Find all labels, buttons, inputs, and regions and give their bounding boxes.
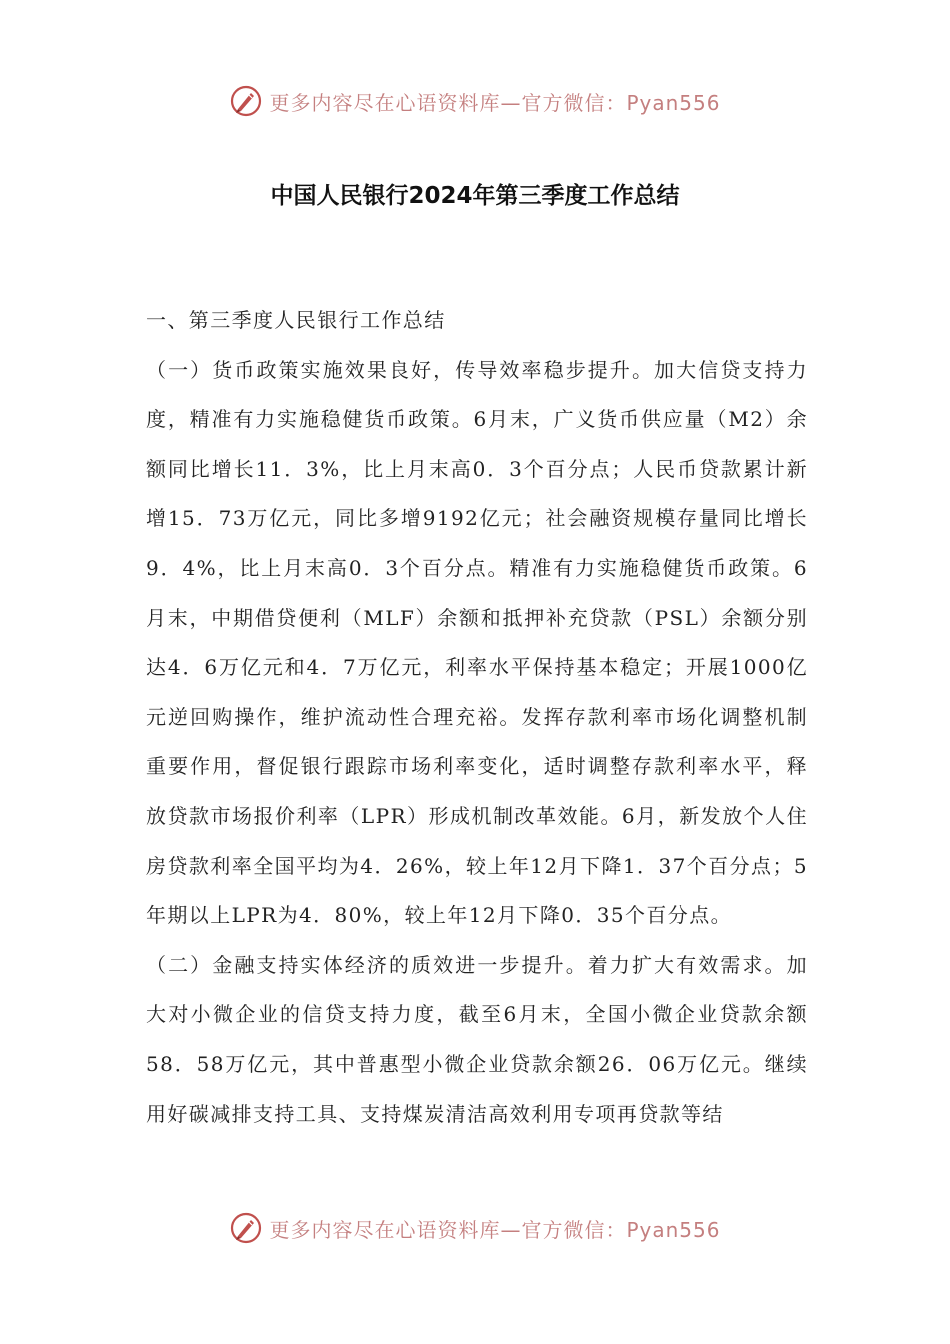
document-body [146,296,808,1139]
paragraph-2: （二）金融支持实体经济的质效进一步提升。着力扩大有效需求。加大对小微企业的信贷支持力度，截至6月末，全国小微企业贷款余额58．58万亿元，其中普惠型小微企业贷款余额26．06万亿元。继续用好碳减排支持工具、支持煤炭清洁高效利用专项再贷款等结 [146,952,808,1126]
pen-logo-icon [229,1211,263,1245]
header-watermark [0,84,950,118]
page-title: 中国人民银行2024年第三季度工作总结 [270,183,680,209]
watermark-text: 更多内容尽在心语资料库—官方微信：Pyan556 [269,90,721,115]
pen-logo-icon [229,84,263,118]
paragraph-1: （一）货币政策实施效果良好，传导效率稳步提升。加大信贷支持力度，精准有力实施稳健货币政策。6月末，广义货币供应量（M2）余额同比增长11．3%，比上月末高0．3个百分点；人民币贷款累计新增15．73万亿元，同比多增9192亿元；社会融资规模存量同比增长9．4%，比上月末高0．3个百分点。精准有力实施稳健货币政策。6月末，中期借贷便利（MLF）余额和抵押补充贷款（PSL）余额分别达4．6万亿元和4．7万亿元，利率水平保持基本稳定；开展1000亿元逆回购操作，维护流动性合理充裕。发挥存款利率市场化调整机制重要作用，督促银行跟踪市场利率变化，适时调整存款利率水平，释放贷款市场报价利率（LPR）形成机制改革效能。6月，新发放个人住房贷款利率全国平均为4．26%，较上年12月下降1．37个百分点；5年期以上LPR为4．80%，较上年12月下降0．35个百分点。 [146,357,808,928]
footer-watermark [0,1211,950,1245]
section-heading: 一、第三季度人民银行工作总结 [146,308,446,332]
watermark-text: 更多内容尽在心语资料库—官方微信：Pyan556 [269,1217,721,1242]
